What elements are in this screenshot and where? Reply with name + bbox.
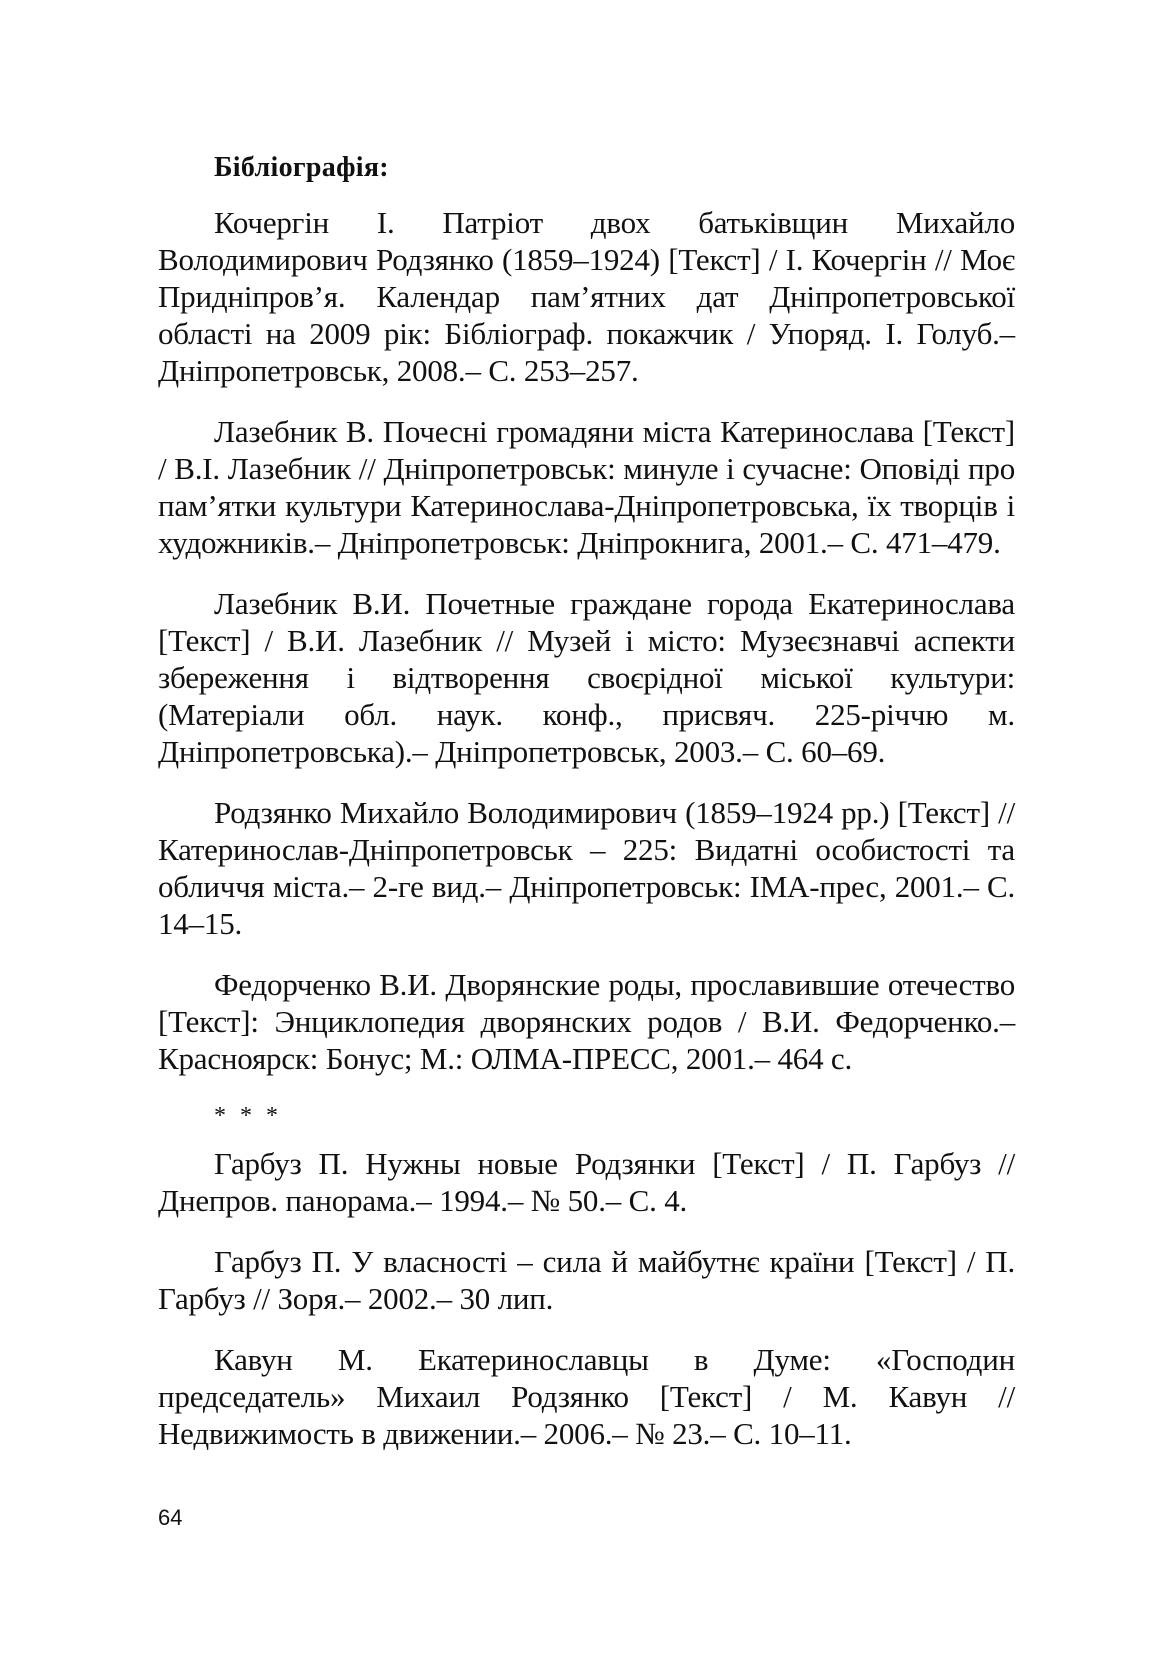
bibliography-entry: Кавун М. Екатеринославцы в Думе: «Господин председатель» Михаил Родзянко [Текст] / М. Кавун // Недвижимость в движении.– 2006.– № 23.– С. 10–11. [158,1342,1015,1451]
bibliography-entry: Родзянко Михайло Володимирович (1859–1924 рр.) [Текст] // Катеринослав-Дніпропетровськ – 225: Видатні особистості та обличчя міста.– 2-ге вид.– Дніпропетровськ: ІМА-прес, 2001.– С. 14–15. [158,795,1015,941]
bibliography-entry: Лазебник В. Почесні громадяни міста Катеринослава [Текст] / В.І. Лазебник // Дніпропетровськ: минуле і сучасне: Оповіді про пам’ятки культури Катеринослава-Дніпропетровська, їх творців і художників.– Дніпропетровськ: Дніпрокнига, 2001.– С. 471–479. [158,414,1015,560]
page-content [158,150,1015,1476]
page-number: 64 [158,1505,183,1530]
bibliography-entry: Кочергін І. Патріот двох батьківщин Михайло Володимирович Родзянко (1859–1924) [Текст] / І. Кочергін // Моє Придніпров’я. Календар пам’ятних дат Дніпропетровської області на 2009 рік: Бібліограф. покажчик / Упоряд. І. Голуб.– Дніпропетровськ, 2008.– С. 253–257. [158,205,1015,388]
bibliography-entry: Федорченко В.И. Дворянские роды, прославившие отечество [Текст]: Энциклопедия дворянских родов / В.И. Федорченко.– Красноярск: Бонус; М.: ОЛМА-ПРЕСС, 2001.– 464 с. [158,967,1015,1076]
bibliography-entry: Гарбуз П. У власності – сила й майбутнє країни [Текст] / П. Гарбуз // Зоря.– 2002.– 30 лип. [158,1244,1015,1316]
section-separator: * * * [214,1103,282,1129]
bibliography-entry: Лазебник В.И. Почетные граждане города Екатеринослава [Текст] / В.И. Лазебник // Музей і місто: Музеєзнавчі аспекти збереження і відтворення своєрідної міської культури: (Матеріали обл. наук. конф., присвяч. 225-річчю м. Дніпропетровська).– Дніпропетровськ, 2003.– С. 60–69. [158,586,1015,769]
bibliography-heading: Бібліографія: [214,152,389,183]
bibliography-entry: Гарбуз П. Нужны новые Родзянки [Текст] / П. Гарбуз // Днепров. панорама.– 1994.– № 50.– С. 4. [158,1146,1015,1218]
